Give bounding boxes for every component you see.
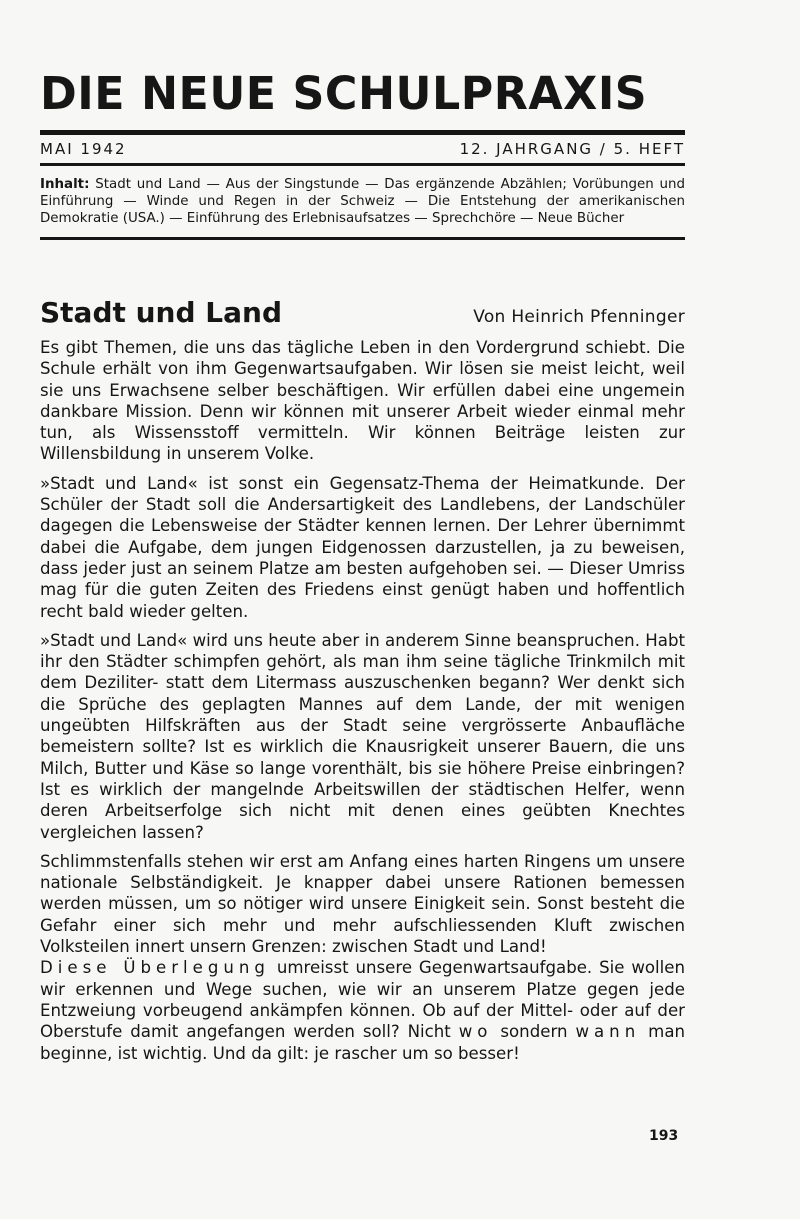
article-byline: Von Heinrich Pfenninger — [473, 307, 685, 327]
emphasis-wann: wann — [575, 1022, 641, 1042]
contents-text: Stadt und Land — Aus der Singstunde — Das ergänzende Abzählen; Vorübungen und Einführung — Winde und Regen in der Schweiz — Die Entstehung der amerikanischen Demokratie (USA.) — Einführung des Erlebnisaufsatzes — Sprechchöre — Neue Bücher — [40, 177, 685, 226]
paragraph-5-part-c: man beginne, ist wichtig. Und da gilt: je rascher um so besser! — [40, 1022, 686, 1063]
emphasis-phrase: Diese Überlegung — [40, 958, 270, 978]
article-paragraph-1: Es gibt Themen, die uns das tägliche Leben in den Vordergrund schiebt. Die Schule erhält von ihm Gegenwartsaufgaben. Wir lösen sie meist leicht, weil sie uns Erwachsene selber beschäftigen. Wir erfüllen dabei eine ungemein dankbare Mission. Denn wir können mit unserer Arbeit wieder einmal mehr tun, als Wissensstoff vermitteln. Wir können Beiträge leisten zur Willensbildung in unserem Volke. — [40, 338, 685, 464]
article-paragraph-5 — [40, 957, 685, 1063]
masthead-title: DIE NEUE SCHULPRAXIS — [40, 67, 648, 120]
issue-rule — [40, 163, 685, 166]
article-paragraph-2: »Stadt und Land« ist sonst ein Gegensatz-Thema der Heimatkunde. Der Schüler der Stadt soll die Andersartigkeit des Landlebens, der Landschüler dagegen die Lebensweise der Städter kennen lernen. Der Lehrer übernimmt dabei die Aufgabe, dem jungen Eidgenossen darzustellen, ja zu beweisen, dass jeder just an seinem Platze am besten aufgehoben sei. — Dieser Umriss mag für die guten Zeiten des Friedens einst genügt haben und hoffentlich recht bald wieder gelten. — [40, 473, 685, 621]
masthead-rule — [40, 130, 685, 135]
article-body — [40, 337, 685, 1064]
emphasis-wo: wo — [458, 1022, 493, 1042]
issue-line — [40, 139, 685, 159]
issue-date: MAI 1942 — [40, 140, 127, 158]
contents-rule — [40, 237, 685, 240]
journal-page — [40, 66, 685, 1064]
article-paragraph-4: Schlimmstenfalls stehen wir erst am Anfang eines harten Ringens um unsere nationale Selbständigkeit. Je knapper dabei unsere Rationen bemessen werden müssen, um so nötiger wird unsere Einigkeit sein. Sonst besteht die Gefahr einer sich mehr und mehr aufschliessenden Kluft zwischen Volksteilen innert unsern Grenzen: zwischen Stadt und Land! — [40, 851, 685, 957]
article-title: Stadt und Land — [40, 296, 282, 329]
article-header — [40, 295, 685, 331]
paragraph-5-part-a: umreisst unsere Gegenwartsaufgabe. Sie wollen wir erkennen und Wege suchen, wie wir an unserem Platze gegen jede Entzweiung vorbeugend ankämpfen können. Ob auf der Mittel- oder auf der Oberstufe damit angefangen werden soll? Nicht — [40, 958, 685, 1042]
contents-label: Inhalt: — [40, 177, 90, 192]
article-paragraph-3: »Stadt und Land« wird uns heute aber in anderem Sinne beanspruchen. Habt ihr den Städter schimpfen gehört, als man ihm seine tägliche Trinkmilch mit dem Deziliter- statt dem Litermass auszuschenken begann? Wer denkt sich die Sprüche des geplagten Mannes auf dem Lande, der mit wenigen ungeübten Hilfskräften aus der Stadt seine vergrösserte Anbaufläche bemeistern sollte? Ist es wirklich die Knausrigkeit unserer Bauern, die uns Milch, Butter und Käse so lange vorenthält, bis sie höhere Preise einbringen? Ist es wirklich der mangelnde Arbeitswillen der städtischen Helfer, wenn deren Arbeitserfolge sich nicht mit denen eines geübten Knechtes vergleichen lassen? — [40, 630, 685, 842]
page-number: 193 — [649, 1128, 679, 1144]
issue-number: 12. JAHRGANG / 5. HEFT — [459, 140, 685, 158]
paragraph-5-part-b: sondern — [492, 1022, 576, 1042]
table-of-contents — [40, 176, 685, 227]
